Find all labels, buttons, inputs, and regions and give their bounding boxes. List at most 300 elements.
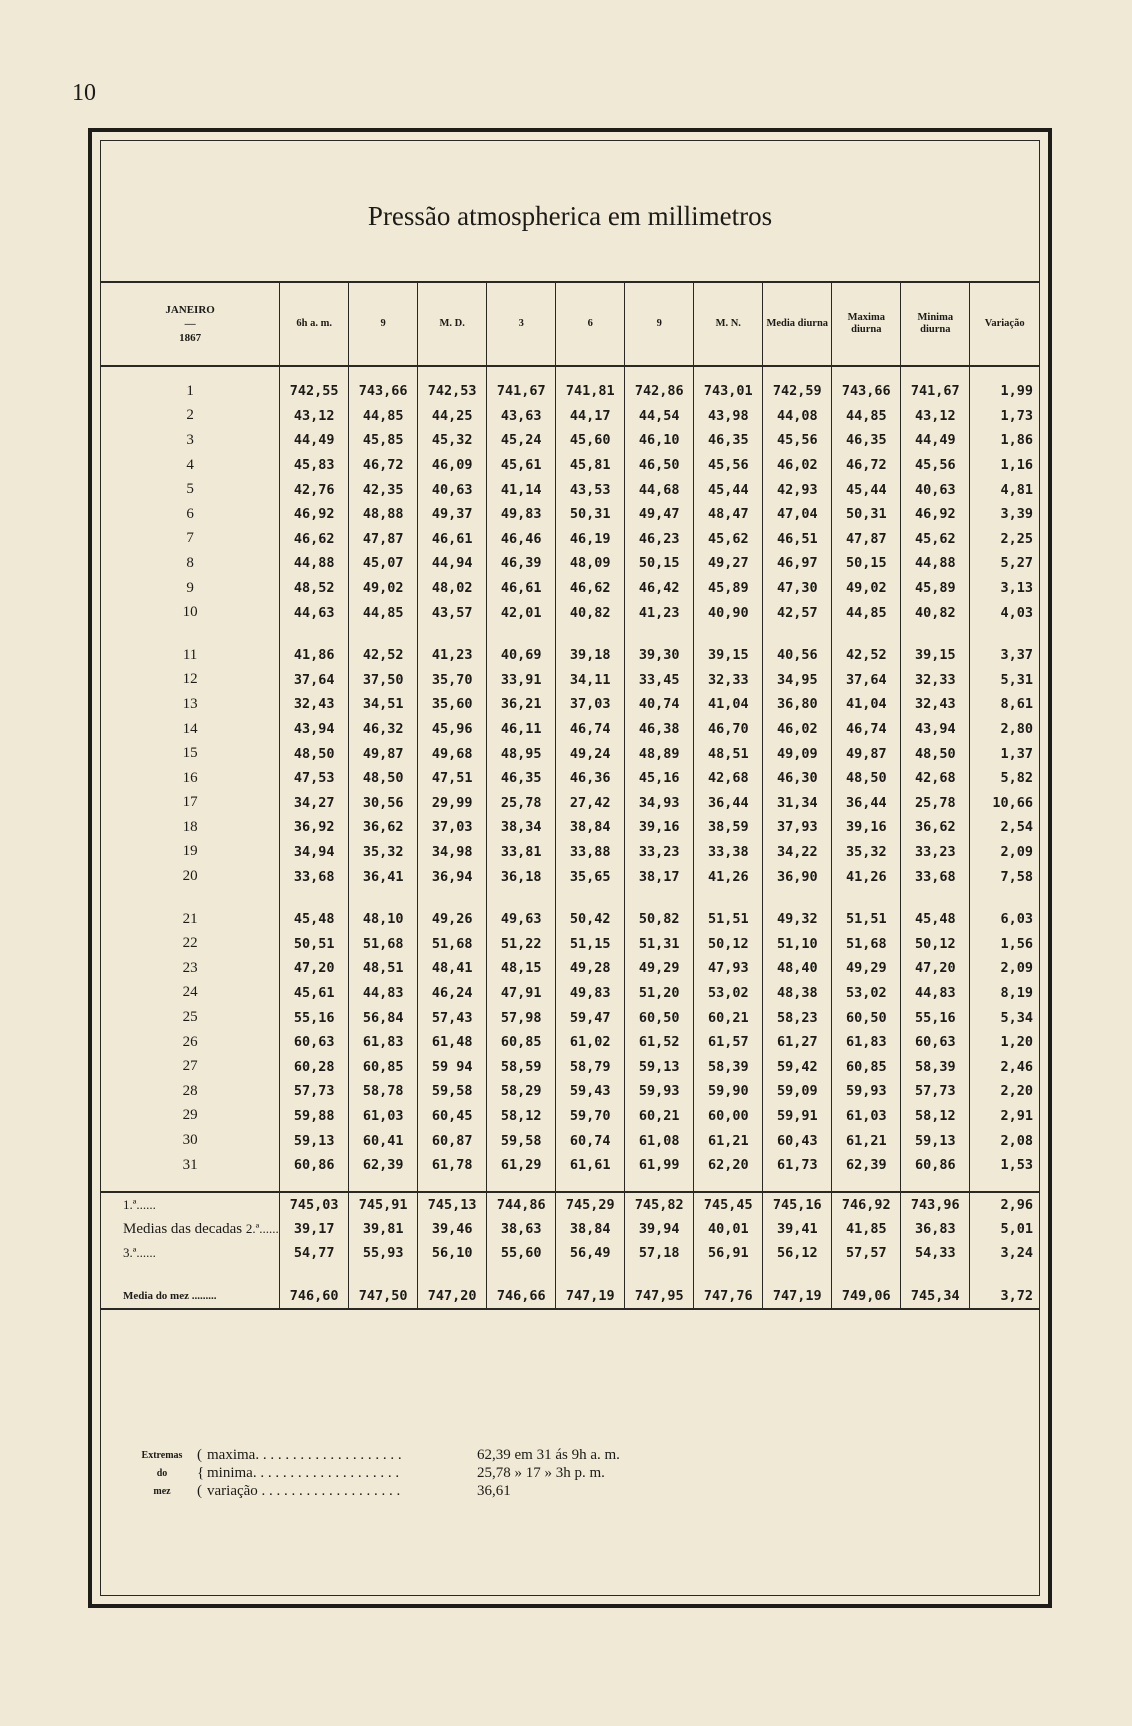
pressure-cell: 743,66 <box>832 379 901 404</box>
pressure-cell: 61,61 <box>556 1153 625 1178</box>
pressure-cell: 40,63 <box>418 477 487 502</box>
media-cell: 39,81 <box>349 1217 418 1241</box>
pressure-cell: 46,92 <box>901 502 970 527</box>
pressure-cell: 44,88 <box>280 551 349 576</box>
pressure-cell: 45,85 <box>349 428 418 453</box>
pressure-cell: 59 94 <box>418 1054 487 1079</box>
pressure-cell: 40,63 <box>901 477 970 502</box>
pressure-cell: 48,50 <box>901 741 970 766</box>
pressure-cell: 47,91 <box>487 981 556 1006</box>
pressure-cell: 60,41 <box>349 1128 418 1153</box>
pressure-cell: 46,62 <box>280 527 349 552</box>
pressure-cell: 49,02 <box>832 576 901 601</box>
table-row <box>101 668 1039 693</box>
day-number: 27 <box>182 1058 198 1075</box>
pressure-cell: 37,03 <box>418 815 487 840</box>
pressure-cell: 60,21 <box>694 1005 763 1030</box>
pressure-cell: 61,78 <box>418 1153 487 1178</box>
day-number: 17 <box>182 794 198 811</box>
pressure-cell: 33,23 <box>901 840 970 865</box>
pressure-cell: 36,90 <box>763 864 832 889</box>
pressure-cell: 46,02 <box>763 717 832 742</box>
variation-cell: 2,54 <box>970 815 1039 840</box>
pressure-cell: 48,51 <box>694 741 763 766</box>
extremas-label: minima. . . . . . . . . . . . . . . . . . . . <box>207 1464 400 1481</box>
day-number: 19 <box>182 843 198 860</box>
table-row <box>101 527 1039 552</box>
table-row <box>101 1079 1039 1104</box>
pressure-cell: 742,59 <box>763 379 832 404</box>
pressure-cell: 38,84 <box>556 815 625 840</box>
day-number: 30 <box>182 1132 198 1149</box>
variation-cell: 7,58 <box>970 864 1039 889</box>
pressure-cell: 34,27 <box>280 791 349 816</box>
pressure-cell: 47,87 <box>349 527 418 552</box>
pressure-cell: 46,10 <box>625 428 694 453</box>
pressure-cell: 46,35 <box>487 766 556 791</box>
pressure-cell: 44,83 <box>349 981 418 1006</box>
pressure-cell: 45,89 <box>694 576 763 601</box>
pressure-cell: 36,94 <box>418 864 487 889</box>
extremas-value: 25,78 » 17 » 3h p. m. <box>477 1464 605 1481</box>
table-row <box>101 1005 1039 1030</box>
pressure-cell: 44,63 <box>280 600 349 625</box>
medias-label-cell <box>101 1192 280 1217</box>
pressure-cell: 46,35 <box>694 428 763 453</box>
variation-cell: 3,72 <box>970 1283 1039 1309</box>
pressure-cell: 60,86 <box>901 1153 970 1178</box>
pressure-cell: 36,18 <box>487 864 556 889</box>
spacer-row <box>101 1177 1039 1192</box>
pressure-cell: 40,69 <box>487 643 556 668</box>
pressure-cell: 25,78 <box>901 791 970 816</box>
pressure-cell: 45,44 <box>832 477 901 502</box>
table-row <box>101 815 1039 840</box>
pressure-cell: 59,43 <box>556 1079 625 1104</box>
pressure-cell: 40,56 <box>763 643 832 668</box>
pressure-cell: 51,22 <box>487 931 556 956</box>
pressure-cell: 41,04 <box>694 692 763 717</box>
variation-cell: 2,46 <box>970 1054 1039 1079</box>
day-number: 13 <box>182 695 198 712</box>
pressure-cell: 40,90 <box>694 600 763 625</box>
pressure-cell: 58,39 <box>901 1054 970 1079</box>
pressure-cell: 41,26 <box>694 864 763 889</box>
pressure-cell: 43,98 <box>694 404 763 429</box>
variation-cell: 8,61 <box>970 692 1039 717</box>
pressure-cell: 45,56 <box>763 428 832 453</box>
pressure-cell: 37,93 <box>763 815 832 840</box>
variation-cell: 1,86 <box>970 428 1039 453</box>
pressure-cell: 34,93 <box>625 791 694 816</box>
extremas-value: 62,39 em 31 ás 9h a. m. <box>477 1446 620 1463</box>
table-row <box>101 692 1039 717</box>
pressure-cell: 39,15 <box>694 643 763 668</box>
pressure-cell: 45,61 <box>280 981 349 1006</box>
pressure-cell: 41,04 <box>832 692 901 717</box>
pressure-cell: 59,09 <box>763 1079 832 1104</box>
media-cell: 745,03 <box>280 1192 349 1217</box>
pressure-cell: 48,09 <box>556 551 625 576</box>
day-number: 22 <box>182 935 198 952</box>
day-number: 21 <box>182 910 198 927</box>
variation-cell: 2,96 <box>970 1192 1039 1217</box>
pressure-cell: 51,68 <box>349 931 418 956</box>
spacer-row <box>101 366 1039 379</box>
pressure-cell: 49,27 <box>694 551 763 576</box>
pressure-cell: 36,44 <box>694 791 763 816</box>
table-row <box>101 453 1039 478</box>
media-mes-label: Media do mez ......... <box>101 1283 280 1309</box>
pressure-cell: 47,87 <box>832 527 901 552</box>
pressure-cell: 37,64 <box>832 668 901 693</box>
pressure-cell: 51,20 <box>625 981 694 1006</box>
pressure-cell: 61,99 <box>625 1153 694 1178</box>
pressure-cell: 51,51 <box>832 907 901 932</box>
variation-cell: 1,16 <box>970 453 1039 478</box>
variation-cell: 8,19 <box>970 981 1039 1006</box>
day-number: 25 <box>182 1009 198 1026</box>
pressure-cell: 43,63 <box>487 404 556 429</box>
header-row <box>101 283 1039 366</box>
day-number: 2 <box>186 407 194 424</box>
pressure-cell: 43,57 <box>418 600 487 625</box>
pressure-cell: 36,21 <box>487 692 556 717</box>
pressure-cell: 47,93 <box>694 956 763 981</box>
media-mes-cell: 746,60 <box>280 1283 349 1309</box>
table-row <box>101 1128 1039 1153</box>
pressure-cell: 55,16 <box>280 1005 349 1030</box>
media-cell: 56,91 <box>694 1241 763 1265</box>
media-cell: 36,83 <box>901 1217 970 1241</box>
pressure-cell: 46,23 <box>625 527 694 552</box>
col-header: 9 <box>625 283 694 366</box>
pressure-cell: 34,11 <box>556 668 625 693</box>
pressure-cell: 59,13 <box>625 1054 694 1079</box>
pressure-cell: 33,45 <box>625 668 694 693</box>
pressure-cell: 34,98 <box>418 840 487 865</box>
pressure-cell: 46,09 <box>418 453 487 478</box>
variation-cell: 5,31 <box>970 668 1039 693</box>
pressure-cell: 49,37 <box>418 502 487 527</box>
pressure-cell: 50,12 <box>694 931 763 956</box>
pressure-cell: 45,56 <box>694 453 763 478</box>
pressure-cell: 44,85 <box>349 600 418 625</box>
variation-cell: 5,01 <box>970 1217 1039 1241</box>
pressure-cell: 35,32 <box>832 840 901 865</box>
media-cell: 39,94 <box>625 1217 694 1241</box>
pressure-cell: 53,02 <box>694 981 763 1006</box>
pressure-cell: 59,90 <box>694 1079 763 1104</box>
pressure-cell: 36,92 <box>280 815 349 840</box>
pressure-cell: 39,16 <box>832 815 901 840</box>
pressure-cell: 47,04 <box>763 502 832 527</box>
pressure-cell: 44,08 <box>763 404 832 429</box>
day-number: 14 <box>182 720 198 737</box>
pressure-cell: 49,63 <box>487 907 556 932</box>
table-row <box>101 741 1039 766</box>
pressure-cell: 50,51 <box>280 931 349 956</box>
col-header: 6h a. m. <box>280 283 349 366</box>
pressure-cell: 46,61 <box>487 576 556 601</box>
pressure-cell: 58,12 <box>487 1104 556 1129</box>
pressure-cell: 46,32 <box>349 717 418 742</box>
pressure-cell: 51,68 <box>832 931 901 956</box>
pressure-cell: 32,43 <box>901 692 970 717</box>
pressure-cell: 45,16 <box>625 766 694 791</box>
table-row <box>101 864 1039 889</box>
pressure-cell: 56,84 <box>349 1005 418 1030</box>
pressure-cell: 45,48 <box>901 907 970 932</box>
pressure-cell: 58,23 <box>763 1005 832 1030</box>
pressure-cell: 51,31 <box>625 931 694 956</box>
pressure-cell: 32,43 <box>280 692 349 717</box>
pressure-cell: 34,22 <box>763 840 832 865</box>
day-number: 5 <box>186 481 194 498</box>
medias-label: Medias das decadas <box>123 1220 243 1237</box>
media-cell: 38,84 <box>556 1217 625 1241</box>
pressure-cell: 46,36 <box>556 766 625 791</box>
pressure-cell: 59,42 <box>763 1054 832 1079</box>
medias-row <box>101 1192 1039 1217</box>
pressure-cell: 46,19 <box>556 527 625 552</box>
pressure-cell: 50,15 <box>625 551 694 576</box>
media-mes-cell: 747,50 <box>349 1283 418 1309</box>
table-row <box>101 840 1039 865</box>
pressure-cell: 33,38 <box>694 840 763 865</box>
pressure-cell: 50,15 <box>832 551 901 576</box>
media-mes-cell: 747,19 <box>763 1283 832 1309</box>
pressure-cell: 45,44 <box>694 477 763 502</box>
pressure-cell: 45,32 <box>418 428 487 453</box>
pressure-cell: 61,73 <box>763 1153 832 1178</box>
media-cell: 57,18 <box>625 1241 694 1265</box>
pressure-cell: 49,29 <box>832 956 901 981</box>
pressure-cell: 742,53 <box>418 379 487 404</box>
pressure-cell: 50,42 <box>556 907 625 932</box>
title-box <box>101 141 1039 283</box>
pressure-cell: 32,33 <box>901 668 970 693</box>
pressure-cell: 41,23 <box>625 600 694 625</box>
pressure-cell: 45,62 <box>694 527 763 552</box>
pressure-cell: 59,93 <box>625 1079 694 1104</box>
pressure-cell: 47,20 <box>280 956 349 981</box>
day-number: 26 <box>182 1033 198 1050</box>
pressure-cell: 48,38 <box>763 981 832 1006</box>
pressure-cell: 36,62 <box>349 815 418 840</box>
day-number: 1 <box>186 382 194 399</box>
media-cell: 41,85 <box>832 1217 901 1241</box>
pressure-cell: 59,91 <box>763 1104 832 1129</box>
pressure-cell: 49,87 <box>349 741 418 766</box>
pressure-cell: 58,79 <box>556 1054 625 1079</box>
pressure-cell: 61,21 <box>694 1128 763 1153</box>
pressure-cell: 44,17 <box>556 404 625 429</box>
day-number: 20 <box>182 868 198 885</box>
pressure-cell: 49,24 <box>556 741 625 766</box>
pressure-cell: 46,30 <box>763 766 832 791</box>
pressure-cell: 742,55 <box>280 379 349 404</box>
pressure-cell: 45,83 <box>280 453 349 478</box>
extremas-label: maxima. . . . . . . . . . . . . . . . . . . . <box>207 1446 402 1463</box>
pressure-cell: 46,38 <box>625 717 694 742</box>
pressure-cell: 48,88 <box>349 502 418 527</box>
pressure-cell: 741,67 <box>901 379 970 404</box>
pressure-cell: 58,39 <box>694 1054 763 1079</box>
pressure-cell: 57,43 <box>418 1005 487 1030</box>
pressure-cell: 37,64 <box>280 668 349 693</box>
pressure-cell: 46,42 <box>625 576 694 601</box>
media-cell: 744,86 <box>487 1192 556 1217</box>
media-cell: 745,91 <box>349 1192 418 1217</box>
media-mes-rows <box>101 1283 1039 1309</box>
pressure-cell: 60,74 <box>556 1128 625 1153</box>
table-row <box>101 643 1039 668</box>
table-row <box>101 502 1039 527</box>
pressure-cell: 47,53 <box>280 766 349 791</box>
col-header: M. N. <box>694 283 763 366</box>
day-number: 6 <box>186 505 194 522</box>
pressure-cell: 48,15 <box>487 956 556 981</box>
variation-cell: 3,13 <box>970 576 1039 601</box>
pressure-cell: 41,86 <box>280 643 349 668</box>
pressure-cell: 49,83 <box>487 502 556 527</box>
pressure-cell: 46,02 <box>763 453 832 478</box>
pressure-cell: 45,48 <box>280 907 349 932</box>
pressure-cell: 49,28 <box>556 956 625 981</box>
pressure-cell: 43,12 <box>901 404 970 429</box>
pressure-cell: 43,94 <box>901 717 970 742</box>
daily-rows <box>101 366 1039 1192</box>
variation-cell: 2,91 <box>970 1104 1039 1129</box>
pressure-cell: 48,89 <box>625 741 694 766</box>
pressure-cell: 48,40 <box>763 956 832 981</box>
pressure-cell: 47,30 <box>763 576 832 601</box>
variation-cell: 1,73 <box>970 404 1039 429</box>
pressure-cell: 35,32 <box>349 840 418 865</box>
variation-cell: 2,08 <box>970 1128 1039 1153</box>
page-title: Pressão atmospherica em millimetros <box>367 200 773 231</box>
pressure-cell: 47,51 <box>418 766 487 791</box>
col-header: Maxima diurna <box>832 283 901 366</box>
pressure-cell: 44,94 <box>418 551 487 576</box>
medias-label-cell <box>101 1241 280 1265</box>
pressure-cell: 60,00 <box>694 1104 763 1129</box>
pressure-cell: 49,02 <box>349 576 418 601</box>
table-row <box>101 477 1039 502</box>
pressure-cell: 38,59 <box>694 815 763 840</box>
pressure-cell: 57,73 <box>280 1079 349 1104</box>
pressure-cell: 61,83 <box>832 1030 901 1055</box>
pressure-cell: 60,50 <box>832 1005 901 1030</box>
pressure-cell: 46,62 <box>556 576 625 601</box>
pressure-cell: 34,51 <box>349 692 418 717</box>
pressure-cell: 42,01 <box>487 600 556 625</box>
pressure-cell: 44,88 <box>901 551 970 576</box>
col-header: Variação <box>970 283 1039 366</box>
pressure-cell: 44,85 <box>349 404 418 429</box>
variation-cell: 2,25 <box>970 527 1039 552</box>
pressure-cell: 46,74 <box>556 717 625 742</box>
pressure-cell: 61,52 <box>625 1030 694 1055</box>
media-mes-cell: 749,06 <box>832 1283 901 1309</box>
media-cell: 745,82 <box>625 1192 694 1217</box>
pressure-cell: 36,44 <box>832 791 901 816</box>
table-row <box>101 981 1039 1006</box>
pressure-cell: 41,14 <box>487 477 556 502</box>
decade-ordinal: 3.ª...... <box>123 1244 156 1260</box>
col-header: M. D. <box>418 283 487 366</box>
day-number: 4 <box>186 456 194 473</box>
pressure-cell: 36,80 <box>763 692 832 717</box>
pressure-cell: 51,68 <box>418 931 487 956</box>
pressure-cell: 58,29 <box>487 1079 556 1104</box>
day-number: 24 <box>182 984 198 1001</box>
pressure-cell: 39,16 <box>625 815 694 840</box>
pressure-cell: 61,83 <box>349 1030 418 1055</box>
pressure-cell: 49,47 <box>625 502 694 527</box>
pressure-cell: 37,50 <box>349 668 418 693</box>
pressure-cell: 46,51 <box>763 527 832 552</box>
pressure-cell: 57,98 <box>487 1005 556 1030</box>
variation-cell: 4,03 <box>970 600 1039 625</box>
decade-ordinal: 2.ª...... <box>245 1220 279 1236</box>
pressure-cell: 33,81 <box>487 840 556 865</box>
pressure-cell: 42,68 <box>694 766 763 791</box>
pressure-cell: 60,50 <box>625 1005 694 1030</box>
variation-cell: 1,20 <box>970 1030 1039 1055</box>
variation-cell: 2,20 <box>970 1079 1039 1104</box>
media-cell: 57,57 <box>832 1241 901 1265</box>
spacer-row <box>101 889 1039 907</box>
pressure-cell: 741,67 <box>487 379 556 404</box>
media-mes-cell: 747,95 <box>625 1283 694 1309</box>
pressure-cell: 36,62 <box>901 815 970 840</box>
media-mes-cell: 747,76 <box>694 1283 763 1309</box>
pressure-cell: 59,70 <box>556 1104 625 1129</box>
col-header: 3 <box>487 283 556 366</box>
pressure-cell: 48,41 <box>418 956 487 981</box>
pressure-cell: 60,86 <box>280 1153 349 1178</box>
month-label: JANEIRO <box>165 304 215 316</box>
pressure-cell: 48,51 <box>349 956 418 981</box>
pressure-cell: 31,34 <box>763 791 832 816</box>
day-number: 11 <box>182 646 198 663</box>
spacer-row <box>101 625 1039 643</box>
media-cell: 745,45 <box>694 1192 763 1217</box>
pressure-cell: 48,95 <box>487 741 556 766</box>
variation-cell: 5,34 <box>970 1005 1039 1030</box>
table-row <box>101 717 1039 742</box>
pressure-cell: 61,57 <box>694 1030 763 1055</box>
pressure-cell: 49,09 <box>763 741 832 766</box>
page-number: 10 <box>72 80 96 106</box>
media-cell: 38,63 <box>487 1217 556 1241</box>
pressure-cell: 50,82 <box>625 907 694 932</box>
media-cell: 746,92 <box>832 1192 901 1217</box>
pressure-cell: 60,63 <box>901 1030 970 1055</box>
pressure-cell: 51,10 <box>763 931 832 956</box>
media-mes-cell: 747,20 <box>418 1283 487 1309</box>
pressure-cell: 46,72 <box>832 453 901 478</box>
pressure-cell: 42,76 <box>280 477 349 502</box>
pressure-cell: 46,97 <box>763 551 832 576</box>
pressure-cell: 42,52 <box>349 643 418 668</box>
pressure-cell: 43,12 <box>280 404 349 429</box>
media-cell: 54,33 <box>901 1241 970 1265</box>
pressure-cell: 46,92 <box>280 502 349 527</box>
media-cell: 54,77 <box>280 1241 349 1265</box>
